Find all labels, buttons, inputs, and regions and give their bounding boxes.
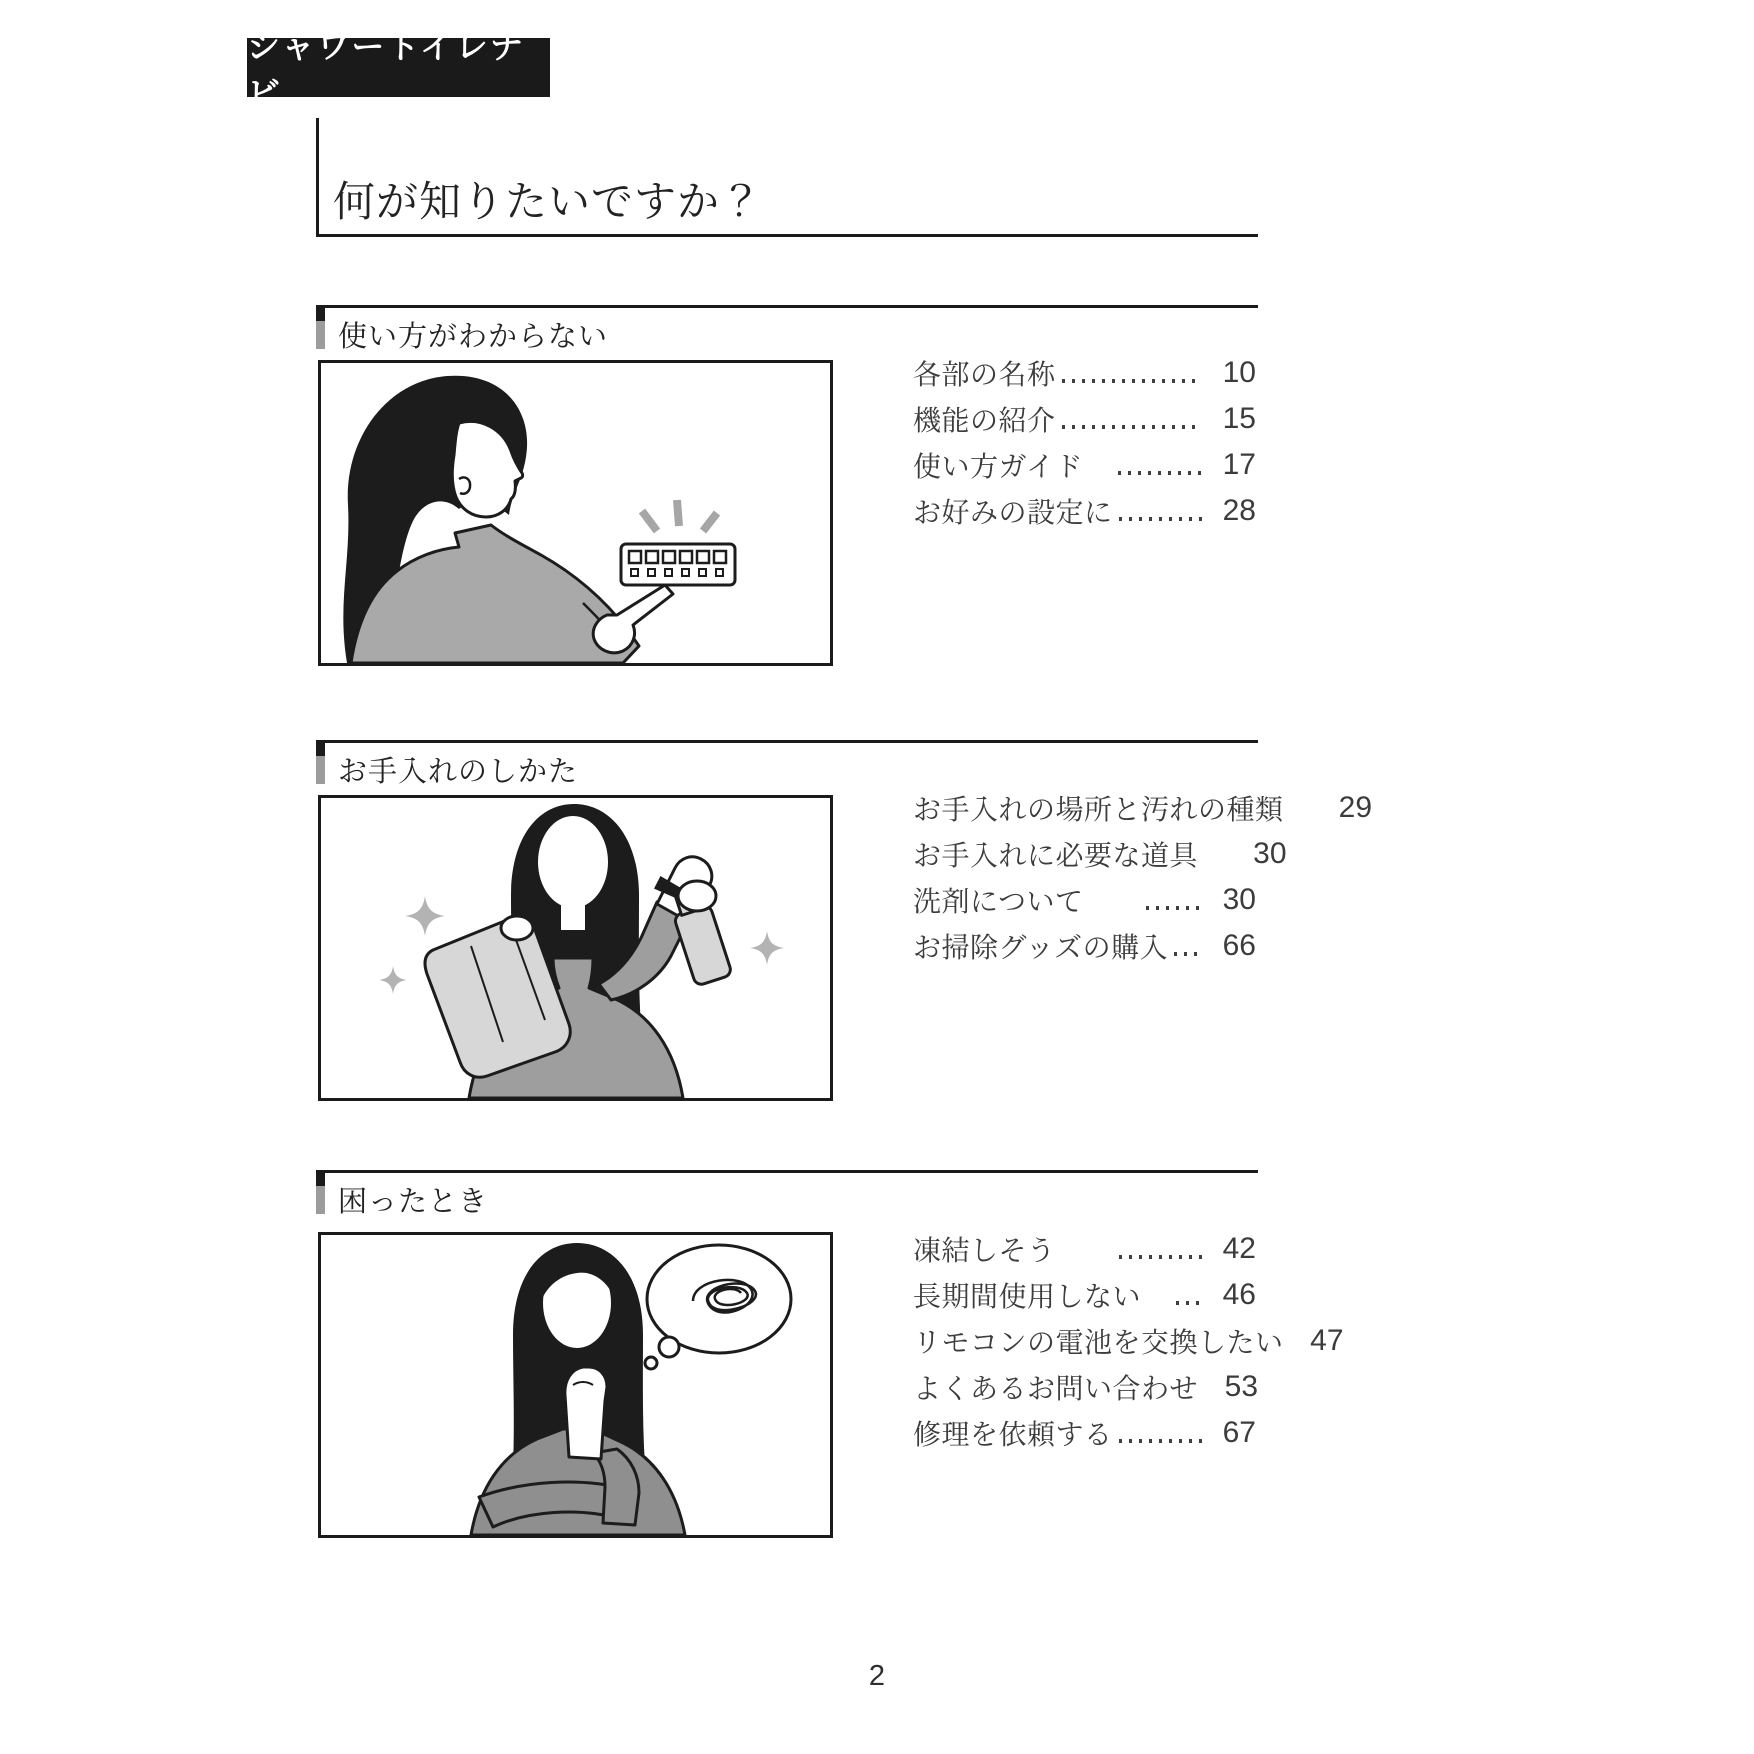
toc-item-label: 長期間使用しない [913,1281,1170,1312]
dot-leader [1119,1255,1202,1259]
dot-leader [1176,1301,1202,1305]
toc-item-page: 15 [1222,402,1256,435]
title-underline [316,234,1258,237]
toc-item-label: お手入れに必要な道具 [913,840,1227,871]
heading-accent-bar [316,1173,325,1214]
dot-leader [1119,517,1202,521]
toc-item-label: 修理を依頼する [913,1419,1113,1450]
dot-leader [1062,425,1202,429]
toc-item-page: 67 [1222,1416,1256,1449]
toc-item-label: 各部の名称 [913,359,1056,390]
woman-cleaning-illustration [321,798,830,1098]
heading-accent-bar [316,308,325,349]
toc-item-label: 機能の紹介 [913,405,1056,436]
toc-item-page: 42 [1222,1232,1256,1265]
illustration-frame [318,795,833,1101]
illustration-frame [318,360,833,666]
dot-leader [1174,952,1202,956]
brand-badge-label: シャワートイレナビ [247,27,525,112]
section-how-to-use [316,305,1258,705]
woman-pointing-at-remote-illustration [321,363,830,663]
section-top-rule [316,305,1258,308]
section-heading: 使い方がわからない [338,321,609,353]
toc-item-page: 17 [1222,448,1256,481]
dot-leader [1062,379,1202,383]
section-maintenance [316,740,1373,1140]
toc-item [913,396,1256,442]
toc-item-page: 28 [1222,494,1256,527]
toc-list [913,350,1256,534]
brand-badge [247,27,550,112]
toc-item [913,1318,1344,1364]
dot-leader [1119,1439,1202,1443]
toc-item [913,877,1256,923]
heading-accent-bar [316,743,325,784]
section-top-rule [316,740,1258,743]
toc-item-label: 凍結しそう [913,1235,1113,1266]
page-title: 何が知りたいですか？ [333,178,764,225]
toc-item-page: 30 [1253,837,1287,870]
toc-item-page: 47 [1310,1324,1344,1357]
toc-item-label: 洗剤について [913,886,1141,917]
illustration-frame [318,1232,833,1538]
dot-leader [1118,471,1202,475]
page-number: 2 [868,1660,886,1692]
toc-item-label: お手入れの場所と汚れの種類 [913,794,1313,825]
toc-item [913,350,1256,396]
toc-item [913,831,1287,877]
toc-item-label: お掃除グッズの購入 [913,932,1169,963]
toc-item [913,1272,1256,1318]
toc-item-page: 10 [1222,356,1256,389]
thought-bubble-drawing [645,1245,791,1369]
toc-item [913,1226,1256,1272]
toc-item [913,1410,1256,1456]
toc-item-page: 29 [1338,791,1373,824]
toc-list [913,785,1373,969]
toc-item-page: 30 [1222,883,1256,916]
section-top-rule [316,1170,1258,1173]
section-heading: 困ったとき [338,1186,489,1218]
toc-item-label: リモコンの電池を交換したい [913,1327,1284,1358]
toc-item-page: 46 [1222,1278,1256,1311]
toc-item [913,442,1256,488]
section-heading: お手入れのしかた [338,756,579,788]
dot-leader [1146,906,1202,910]
toc-item-label: 使い方ガイド [913,451,1112,482]
remote-control-drawing [621,544,735,585]
toc-item [913,923,1256,969]
toc-item-page: 66 [1222,929,1256,962]
toc-item [913,488,1256,534]
toc-item [913,785,1373,831]
title-accent-line [316,118,319,234]
toc-item-label: よくあるお問い合わせ [913,1373,1199,1404]
toc-item-page: 53 [1224,1370,1259,1403]
toc-item [913,1364,1259,1410]
toc-item-label: お好みの設定に [913,497,1113,528]
toc-list [913,1226,1344,1456]
section-troubleshooting [316,1170,1344,1570]
woman-thinking-illustration [321,1235,830,1535]
